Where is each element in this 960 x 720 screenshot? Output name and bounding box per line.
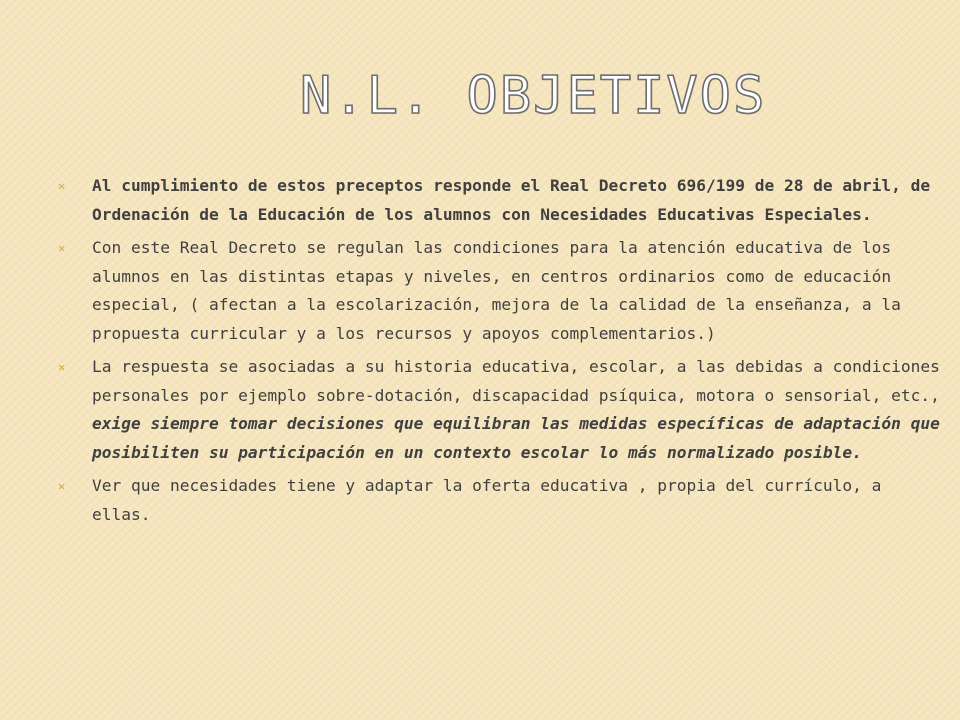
bullet-text-4: Ver que necesidades tiene y adaptar la oferta educativa , propia del currículo, a ellas. bbox=[92, 476, 882, 524]
x-mark-icon: ✕ bbox=[58, 479, 66, 493]
x-mark-icon: ✕ bbox=[58, 360, 66, 374]
x-mark-icon: ✕ bbox=[58, 241, 66, 255]
bullet-list bbox=[58, 172, 946, 529]
bullet-item-2 bbox=[58, 234, 946, 348]
x-mark-icon: ✕ bbox=[58, 179, 66, 193]
bullet-text-3: La respuesta se asociadas a su historia educativa, escolar, a las debidas a condiciones personales por ejemplo sobre-dotación, discapacidad psíquica, motora o sensorial, etc., bbox=[92, 357, 940, 405]
slide-title: N.L. OBJETIVOS bbox=[300, 66, 767, 126]
bullet-item-1 bbox=[58, 172, 946, 229]
bullet-item-3 bbox=[58, 353, 946, 467]
bullet-text-3-emphasis: exige siempre tomar decisiones que equilibran las medidas específicas de adaptación que posibiliten su participación en un contexto escolar lo más normalizado posible. bbox=[92, 414, 940, 462]
bullet-item-4 bbox=[58, 472, 946, 529]
bullet-text-2: Con este Real Decreto se regulan las condiciones para la atención educativa de los alumnos en las distintas etapas y niveles, en centros ordinarios como de educación especial, ( afectan a la escolarización, mejora de la calidad de la enseñanza, a la propuesta curricular y a los recursos y apoyos complementarios.) bbox=[92, 238, 901, 343]
bullet-text-1: Al cumplimiento de estos preceptos responde el Real Decreto 696/199 de 28 de abril, de Ordenación de la Educación de los alumnos con Necesidades Educativas Especiales. bbox=[92, 176, 931, 224]
